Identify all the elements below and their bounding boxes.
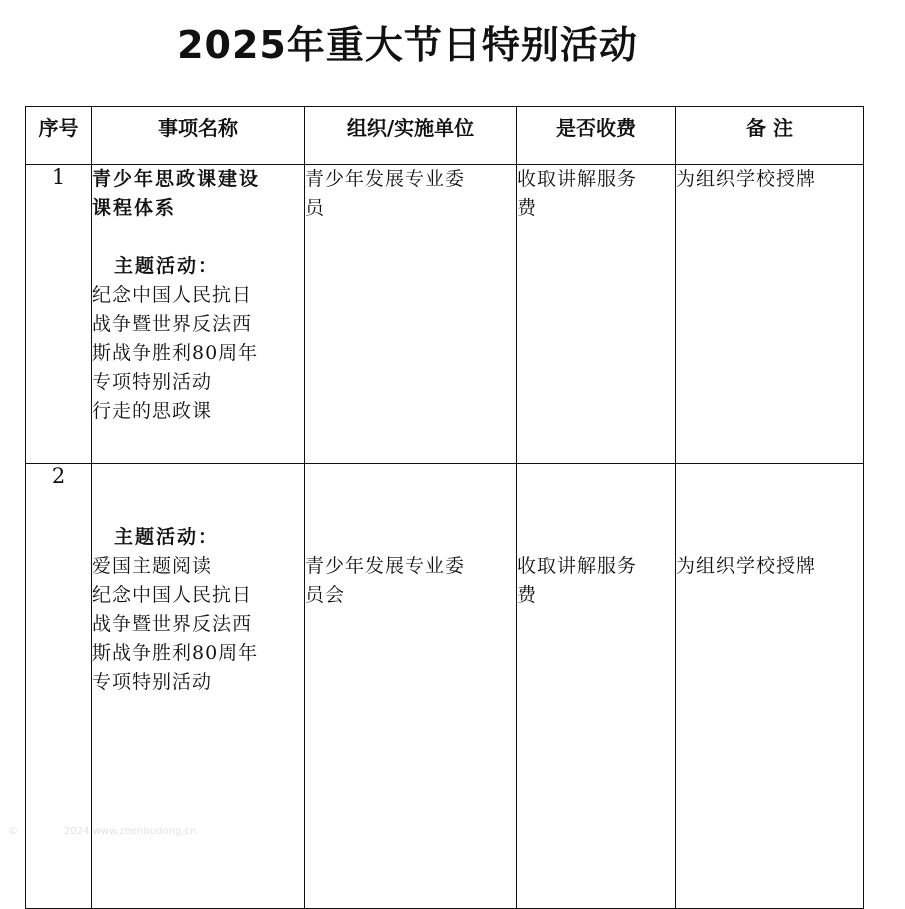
page-title: 2025年重大节日特别活动 <box>177 23 638 67</box>
theme-line: 斯战争胜利80周年 <box>92 342 259 364</box>
theme-line: 战争暨世界反法西 <box>92 313 253 335</box>
org-cell <box>305 464 517 909</box>
theme-line: 纪念中国人民抗日 <box>92 584 253 606</box>
theme-line: 行走的思政课 <box>92 400 213 422</box>
row-number: 1 <box>26 165 92 464</box>
copyright-symbol: © <box>8 826 18 837</box>
fee-cell <box>517 464 676 909</box>
fee-line: 费 <box>517 197 538 219</box>
org-line: 青少年发展专业委 <box>305 555 466 577</box>
theme-label: 主题活动： <box>114 255 220 277</box>
watermark <box>8 826 196 837</box>
fee-line: 收取讲解服务 <box>517 555 638 577</box>
header-name: 事项名称 <box>92 107 305 165</box>
org-line: 员会 <box>305 584 346 606</box>
activity-table <box>25 106 864 909</box>
header-org: 组织/实施单位 <box>305 107 517 165</box>
theme-line: 专项特别活动 <box>92 671 213 693</box>
table-row <box>26 464 864 909</box>
item-name-cell <box>92 464 305 909</box>
note-line: 为组织学校授牌 <box>676 168 817 190</box>
row-number: 2 <box>26 464 92 909</box>
org-line: 青少年发展专业委 <box>305 168 466 190</box>
course-title-line: 课程体系 <box>92 197 177 219</box>
table-row <box>26 165 864 464</box>
theme-label: 主题活动： <box>114 526 220 548</box>
theme-line: 专项特别活动 <box>92 371 213 393</box>
theme-line: 爱国主题阅读 <box>92 555 213 577</box>
item-name-cell <box>92 165 305 464</box>
header-no: 序号 <box>26 107 92 165</box>
org-line: 员 <box>305 197 326 219</box>
table-header-row <box>26 107 864 165</box>
org-cell <box>305 165 517 464</box>
theme-line: 战争暨世界反法西 <box>92 613 253 635</box>
fee-line: 收取讲解服务 <box>517 168 638 190</box>
theme-line: 斯战争胜利80周年 <box>92 642 259 664</box>
header-note: 备 注 <box>676 107 864 165</box>
fee-cell <box>517 165 676 464</box>
theme-line: 纪念中国人民抗日 <box>92 284 253 306</box>
note-cell <box>676 464 864 909</box>
note-line: 为组织学校授牌 <box>676 555 817 577</box>
note-cell <box>676 165 864 464</box>
fee-line: 费 <box>517 584 538 606</box>
header-fee: 是否收费 <box>517 107 676 165</box>
watermark-text: 2024 www.zhenbudong.cn <box>64 826 197 837</box>
course-title-line: 青少年思政课建设 <box>92 168 261 190</box>
